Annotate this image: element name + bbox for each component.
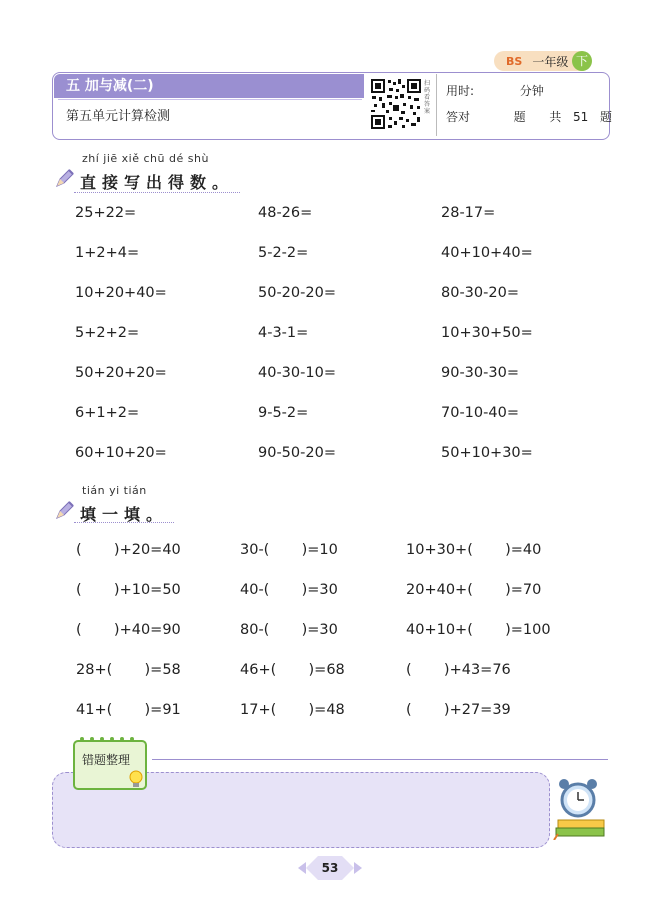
equation-item: 4-3-1= [258,325,309,341]
equation-item: 80-30-20= [441,285,519,301]
fill-blank-item: ( )+10=50 [76,582,181,598]
equation-item: 5-2-2= [258,245,309,261]
time-unit: 分钟 [519,84,544,98]
total-unit: 题 [599,110,612,124]
total-count: 51 [573,110,589,124]
fill-blank-item: 28+( )=58 [76,662,181,678]
fill-blank-item: 80-( )=30 [240,622,338,638]
fill-blank-item: 40-( )=30 [240,582,338,598]
time-row [446,82,544,99]
header-vertical-divider [436,74,437,136]
section2-title: 填一填。 [80,505,169,524]
equation-item: 40-30-10= [258,365,336,381]
header-divider [58,99,362,100]
page-number: 53 [321,861,339,875]
total-label: 共 [549,110,562,124]
fill-blank-item: 46+( )=68 [240,662,345,678]
equation-item: 5+2+2= [75,325,140,341]
fill-blank-item: 41+( )=91 [76,702,181,718]
fill-blank-item: 40+10+( )=100 [406,622,551,638]
grade-badge [494,51,590,71]
equation-item: 90-50-20= [258,445,336,461]
mistakes-label: 错题整理 [82,753,131,767]
edition-label: BS [506,54,523,68]
section2-pinyin: tián yi tián [82,484,147,497]
time-label: 用时: [446,84,475,98]
fill-blank-item: 10+30+( )=40 [406,542,542,558]
qr-caption: 扫码看答案 [424,80,431,115]
equation-item: 9-5-2= [258,405,309,421]
equation-item: 28-17= [441,205,496,221]
qr-code-icon[interactable] [369,77,423,131]
fill-blank-item: ( )+27=39 [406,702,511,718]
pencil-icon [54,499,74,519]
pencil-icon [54,167,74,187]
unit-title: 五 加与减(二) [54,74,364,98]
test-title: 第五单元计算检测 [66,109,171,124]
equation-item: 40+10+40= [441,245,533,261]
equation-item: 6+1+2= [75,405,140,421]
equation-item: 90-30-30= [441,365,519,381]
equation-item: 1+2+4= [75,245,140,261]
score-row [446,108,612,125]
fill-blank-item: 20+40+( )=70 [406,582,542,598]
section2-underline [74,522,174,523]
equation-item: 10+20+40= [75,285,167,301]
equation-item: 70-10-40= [441,405,519,421]
equation-item: 50+20+20= [75,365,167,381]
equation-item: 50+10+30= [441,445,533,461]
score-unit: 题 [513,110,526,124]
fill-blank-item: ( )+20=40 [76,542,181,558]
volume-label: 下 [572,51,592,71]
section1-pinyin: zhí jiē xiě chū dé shù [82,152,209,165]
fill-blank-item: ( )+43=76 [406,662,511,678]
equation-item: 60+10+20= [75,445,167,461]
alarm-clock-books-icon [552,776,608,840]
section1-underline [74,192,240,193]
fill-blank-item: 30-( )=10 [240,542,338,558]
fill-blank-item: 17+( )=48 [240,702,345,718]
section1-title: 直接写出得数。 [80,173,235,192]
fill-blank-item: ( )+40=90 [76,622,181,638]
notebook-icon [72,737,148,789]
equation-item: 25+22= [75,205,137,221]
grade-label: 一年级 [532,54,569,69]
mistakes-divider [152,759,608,760]
score-label: 答对 [446,110,471,124]
equation-item: 48-26= [258,205,313,221]
equation-item: 50-20-20= [258,285,336,301]
equation-item: 10+30+50= [441,325,533,341]
